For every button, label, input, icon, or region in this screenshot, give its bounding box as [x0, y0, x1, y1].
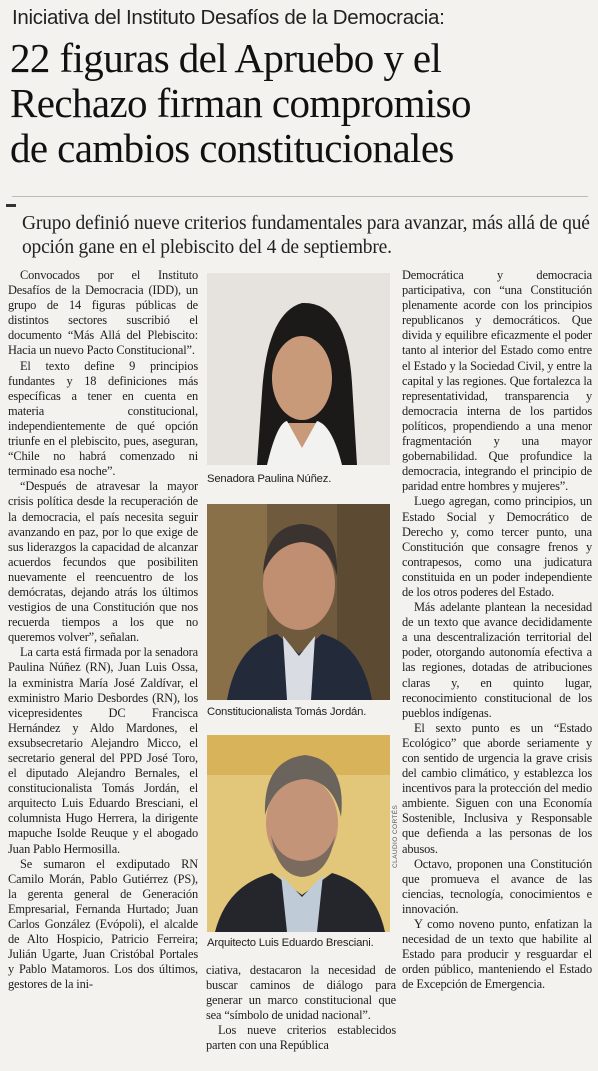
portrait-woman-icon	[207, 273, 390, 465]
portrait-man-icon	[207, 504, 390, 700]
photo-caption: Senadora Paulina Núñez.	[207, 473, 332, 485]
paragraph: El texto define 9 principios fundantes y 18 definiciones más específicas a tener en cuenta en materia constitucional, independientemente de qué opción triunfe en el plebiscito, pues, aseguran, “Chile no habrá comenzado ni terminado esa noche”.	[8, 358, 198, 479]
paragraph: ciativa, destacaron la necesidad de buscar caminos de diálogo para generar un marco constitucional que sea “símbolo de unidad nacional”.	[206, 963, 396, 1023]
photo-paulina-nunez	[207, 273, 390, 465]
article-column-3	[402, 268, 592, 1068]
photo-luis-eduardo-bresciani	[207, 735, 390, 932]
paragraph: Se sumaron el exdiputado RN Camilo Morán, Pablo Gutiérrez (PS), la gerenta general de Generación Empresarial, Fernanda Hurtado; Juan Carlos González (Evópoli), el alcalde de Alto Hospicio, Patricio Ferreira; Julián Ugarte, Juan Cristóbal Portales y Pablo Matamoros. Los dos últimos, gestores de la ini-	[8, 856, 198, 992]
deck-marker	[6, 204, 16, 207]
photo-caption: Arquitecto Luis Eduardo Bresciani.	[207, 937, 374, 949]
paragraph: Más adelante plantean la necesidad de un texto que avance decididamente a una descentralización territorial del poder, otorgando autonomía efectiva a las regiones, dotadas de atribuciones claras y, en quinto lugar, reconocimiento constitucional de los pueblos indígenas.	[402, 600, 592, 720]
article-column-1	[8, 268, 198, 1068]
headline-line: Rechazo firman compromiso	[10, 80, 471, 126]
paragraph: Y como noveno punto, enfatizan la necesidad de un texto que habilite al Estado para producir y resguardar el orden público, manteniendo el Estado de Excepción de Emergencia.	[402, 917, 592, 992]
paragraph: Octavo, proponen una Constitución que promueva el avance de las ciencias, tecnología, conocimientos e innovación.	[402, 856, 592, 916]
headline-line: 22 figuras del Apruebo y el	[10, 35, 442, 81]
photo-tomas-jordan	[207, 504, 390, 700]
article-column-2	[206, 963, 396, 1068]
article-deck: Grupo definió nueve criterios fundamentales para avanzar, más allá de qué opción gane en el plebiscito del 4 de septiembre.	[22, 213, 590, 258]
photo-credit: CLAUDIO CORTÉS	[392, 804, 399, 868]
article-kicker: Iniciativa del Instituto Desafíos de la Democracia:	[12, 6, 445, 29]
paragraph: La carta está firmada por la senadora Paulina Núñez (RN), Juan Luis Ossa, la exministra María José Zaldívar, el exministro Mario Desbordes (RN), los vicepresidentes DC Francisca Hernández y Aldo Mardones, el exsubsecretario Alejandro Micco, el secretario general del PPD José Toro, el diputado Alejandro Bernales, el constitucionalista Tomás Jordán, el arquitecto Luis Eduardo Bresciani, el columnista Hugo Herrera, la dirigente mapuche Isolde Reuque y el abogado Juan Pablo Hermosilla.	[8, 645, 198, 856]
paragraph: Luego agregan, como principios, un Estado Social y Democrático de Derecho y, como tercer punto, una Constitución que consagre frenos y contrapesos, como una judicatura constituida en un poder independiente de los otros poderes del Estado.	[402, 494, 592, 599]
paragraph: El sexto punto es un “Estado Ecológico” que aborde seriamente y con sentido de urgencia la grave crisis del cambio climático, y establezca los incentivos para la protección del medio ambiente. Siguen con una Economía Sostenible, Inclusiva y Responsable que defienda a las personas de los abusos.	[402, 720, 592, 856]
paragraph: Convocados por el Instituto Desafíos de la Democracia (IDD), un grupo de 14 figuras públicas de distintos sectores suscribió el documento “Más Allá del Plebiscito: Hacia un nuevo Pacto Constitucional”.	[8, 268, 198, 358]
paragraph: Democrática y democracia participativa, con “una Constitución plenamente acorde con los principios republicanos y democráticos. Que divida y equilibre eficazmente el poder tanto al interior del Estado como entre el Estado y la Sociedad Civil, y entre la capital y las regiones. Que fortalezca la representatividad, transparencia y democracia interna de los partidos políticos, propendiendo a una menor fragmentación y una mayor gobernabilidad. Que profundice la democracia, integrando el principio de paridad entre hombres y mujeres”.	[402, 268, 592, 494]
paragraph: “Después de atravesar la mayor crisis política desde la recuperación de la democracia, el país necesita seguir avanzando en paz, por lo que exige de sus liderazgos la capacidad de alcanzar acuerdos fecundos que posibiliten nuevamente el reencuentro de los demócratas, dejando atrás los últimos vestigios de una Constitución que nos recuerda tiempos a los que no queremos volver”, señalan.	[8, 479, 198, 645]
paragraph: Los nueve criterios establecidos parten con una República	[206, 1023, 396, 1053]
article-headline	[10, 36, 595, 171]
portrait-man-beard-icon	[207, 735, 390, 932]
headline-line: de cambios constitucionales	[10, 125, 454, 171]
photo-caption: Constitucionalista Tomás Jordán.	[207, 706, 367, 718]
divider	[12, 196, 588, 197]
